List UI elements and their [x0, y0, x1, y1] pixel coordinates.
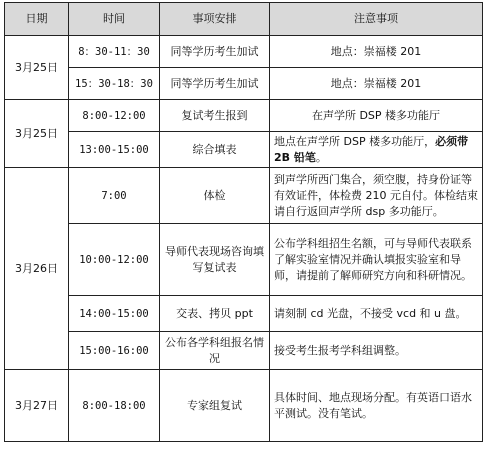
time-cell: 10:00-12:00 [69, 224, 160, 296]
item-cell: 交表、拷贝 ppt [160, 296, 270, 332]
item-cell: 同等学历考生加试 [160, 68, 270, 100]
table-row [5, 332, 483, 370]
time-cell: 15：30-18：30 [69, 68, 160, 100]
header-time: 时间 [69, 3, 160, 36]
date-cell: 3月25日 [5, 100, 69, 168]
notes-cell: 到声学所西门集合，须空腹，持身份证等有效证件，体检费 210 元自付。体检结束请自行返回声学所 dsp 多功能厅。 [270, 168, 483, 224]
table-row [5, 36, 483, 68]
date-cell: 3月25日 [5, 36, 69, 100]
item-cell: 公布各学科组报名情况 [160, 332, 270, 370]
date-cell: 3月27日 [5, 370, 69, 442]
table-row [5, 68, 483, 100]
table-row [5, 132, 483, 168]
table-row [5, 168, 483, 224]
schedule-table [4, 2, 483, 442]
header-notes: 注意事项 [270, 3, 483, 36]
item-cell: 专家组复试 [160, 370, 270, 442]
notes-end-text: 。 [315, 150, 327, 164]
table-row [5, 224, 483, 296]
item-cell: 复试考生报到 [160, 100, 270, 132]
notes-cell: 在声学所 DSP 楼多功能厅 [270, 100, 483, 132]
table-row [5, 100, 483, 132]
time-cell: 14:00-15:00 [69, 296, 160, 332]
notes-text: 地点在声学所 DSP 楼多功能厅， [274, 134, 436, 148]
time-cell: 7:00 [69, 168, 160, 224]
table-row [5, 296, 483, 332]
item-cell: 体检 [160, 168, 270, 224]
table-row [5, 370, 483, 442]
time-cell: 8：30-11：30 [69, 36, 160, 68]
item-cell: 同等学历考生加试 [160, 36, 270, 68]
date-cell: 3月26日 [5, 168, 69, 370]
header-row [5, 3, 483, 36]
notes-cell: 请刻制 cd 光盘，不接受 vcd 和 u 盘。 [270, 296, 483, 332]
header-item: 事项安排 [160, 3, 270, 36]
notes-bold-text: 必须带 2B 铅笔 [274, 134, 469, 164]
notes-cell: 接受考生报考学科组调整。 [270, 332, 483, 370]
time-cell: 15:00-16:00 [69, 332, 160, 370]
notes-cell: 地点：崇福楼 201 [270, 68, 483, 100]
notes-cell: 具体时间、地点现场分配。有英语口语水平测试。没有笔试。 [270, 370, 483, 442]
time-cell: 8:00-12:00 [69, 100, 160, 132]
notes-cell [270, 132, 483, 168]
time-cell: 13:00-15:00 [69, 132, 160, 168]
time-cell: 8:00-18:00 [69, 370, 160, 442]
notes-cell: 公布学科组招生名额，可与导师代表联系了解实验室情况并确认填报实验室和导师，请提前了解师研究方向和科研情况。 [270, 224, 483, 296]
item-cell: 导师代表现场咨询填写复试表 [160, 224, 270, 296]
notes-cell: 地点：崇福楼 201 [270, 36, 483, 68]
item-cell: 综合填表 [160, 132, 270, 168]
header-date: 日期 [5, 3, 69, 36]
